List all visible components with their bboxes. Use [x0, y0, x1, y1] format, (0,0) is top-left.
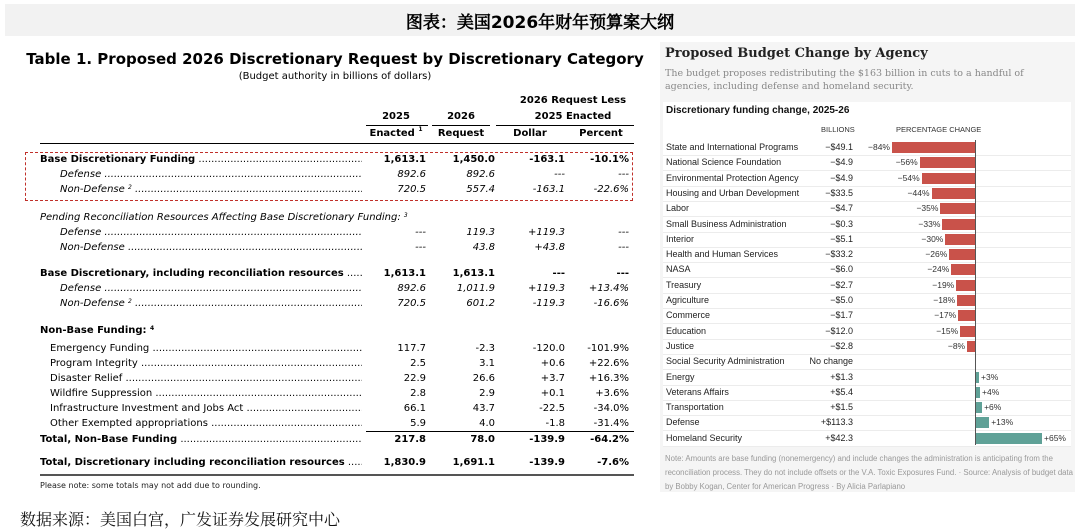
value-2026-request: 1,011.9 — [456, 283, 495, 294]
value-2026-request: 119.3 — [466, 227, 495, 238]
percent-label: −8% — [947, 340, 966, 351]
subtotal-rule — [366, 431, 634, 432]
chart-row — [663, 278, 1071, 294]
percent-label: +3% — [981, 371, 999, 382]
row-label-text: Non-Defense — [60, 242, 125, 253]
negative-bar — [958, 310, 975, 321]
row-label — [60, 182, 362, 197]
billions-value: −$33.2 — [825, 249, 853, 260]
data-source: 数据来源：美国白宫，广发证券发展研究中心 — [20, 510, 341, 529]
row-label-text: Other Exempted appropriations — [50, 418, 208, 429]
row-label — [40, 210, 460, 225]
percent-label: +4% — [982, 386, 1000, 397]
agency-name: State and International Programs — [666, 142, 799, 152]
value-2026-request: 26.6 — [472, 373, 495, 384]
table-row — [40, 371, 630, 386]
value-percent-change: -31.4% — [593, 418, 629, 429]
separator-dot: · — [958, 468, 964, 477]
agency-name: Energy — [666, 371, 695, 382]
chart-source: Source: Analysis of budget data by Bobby Kogan, Center for American Progress — [665, 468, 1074, 491]
agency-name: Treasury — [666, 279, 702, 290]
table-row — [40, 210, 630, 225]
negative-bar — [957, 295, 975, 306]
billions-value: −$4.9 — [830, 172, 853, 183]
agency-name: Labor — [666, 203, 690, 214]
value-dollar-change: +0.1 — [540, 388, 565, 399]
billions-value: +$1.5 — [830, 402, 853, 413]
negative-bar — [949, 249, 975, 260]
value-2026-request: 1,691.1 — [452, 457, 495, 468]
value-2025-enacted: 5.9 — [410, 418, 426, 429]
percent-label: −54% — [897, 172, 920, 183]
billions-value: +$42.3 — [825, 432, 853, 443]
agency-name: Social Security Administration — [666, 356, 785, 367]
value-percent-change: --- — [618, 242, 629, 253]
row-label-text: Total, Discretionary including reconciliation resources — [40, 457, 345, 468]
row-label — [50, 371, 362, 386]
agency-name: Health and Human Services — [666, 249, 779, 260]
header-rule-col2 — [432, 125, 490, 126]
value-dollar-change: +119.3 — [527, 227, 565, 238]
row-label — [40, 432, 362, 447]
negative-bar — [922, 173, 975, 184]
value-2026-request: 43.7 — [472, 403, 495, 414]
value-2025-enacted: 117.7 — [397, 343, 426, 354]
agency-name: Commerce — [666, 310, 711, 321]
chart-area — [663, 102, 1071, 447]
chart-subtitle: The budget proposes redistributing the $163 billion in cuts to a handful of agencies, including defense and homeland security. — [665, 68, 1024, 92]
agency-change-panel — [660, 42, 1075, 492]
percent-label: −15% — [936, 325, 959, 336]
chart-row — [663, 171, 1071, 187]
billions-value: −$2.8 — [830, 340, 853, 351]
value-2026-request: 4.0 — [479, 418, 495, 429]
value-percent-change: --- — [618, 169, 629, 180]
row-label-text: Emergency Funding — [50, 343, 150, 354]
separator-dot: · — [831, 482, 837, 491]
row-label-text: Defense — [60, 283, 102, 294]
table-row — [40, 167, 630, 182]
row-label-text: Base Discretionary, including reconciliation resources — [40, 268, 344, 279]
table-row — [40, 182, 630, 197]
value-dollar-change: -139.9 — [529, 434, 565, 445]
percent-label: +6% — [984, 402, 1002, 413]
chart-row — [663, 385, 1071, 401]
chart-note-text: Note: Amounts are base funding (nonemergency) and include changes the administration is anticipating from the reconciliation process. They do not include offsets or the V.A. Toxic Exposures Fund. — [665, 454, 1053, 477]
chart-row — [663, 354, 1071, 370]
value-2025-enacted: 1,613.1 — [383, 154, 426, 165]
positive-bar — [976, 387, 980, 398]
row-label-text: Non-Defense — [60, 184, 125, 195]
agency-name: Interior — [666, 233, 695, 244]
chart-inner-title: Discretionary funding change, 2025-26 — [666, 105, 850, 116]
billions-value: −$33.5 — [825, 187, 853, 198]
billions-value: −$5.1 — [830, 233, 853, 244]
value-2026-request: 2.9 — [479, 388, 495, 399]
zero-axis — [975, 140, 976, 445]
value-dollar-change: +3.7 — [540, 373, 565, 384]
positive-bar — [976, 372, 979, 383]
value-2025-enacted: 720.5 — [397, 298, 426, 309]
negative-bar — [951, 264, 975, 275]
negative-bar — [967, 341, 975, 352]
negative-bar — [920, 157, 975, 168]
value-2025-enacted: 892.6 — [397, 283, 426, 294]
negative-bar — [956, 280, 975, 291]
agency-name: Defense — [666, 417, 700, 428]
agency-name: Housing and Urban Development — [666, 187, 800, 198]
header-col4: Percent — [579, 128, 623, 139]
row-label — [50, 401, 362, 416]
agency-name: NASA — [666, 264, 691, 275]
negative-bar — [892, 142, 975, 153]
agency-name: Veterans Affairs — [666, 386, 729, 397]
value-percent-change: --- — [618, 227, 629, 238]
value-dollar-change: -139.9 — [529, 457, 565, 468]
chart-note — [665, 452, 1073, 494]
row-label-text: Infrastructure Investment and Jobs Act — [50, 403, 244, 414]
billions-value: +$1.3 — [830, 371, 853, 382]
value-dollar-change: -22.5 — [539, 403, 565, 414]
value-dollar-change: --- — [552, 268, 565, 279]
billions-value: −$5.0 — [830, 295, 853, 305]
value-2026-request: 892.6 — [466, 169, 495, 180]
chart-row — [663, 262, 1071, 278]
agency-name: Small Business Administration — [666, 218, 787, 229]
billions-value: No change — [809, 356, 853, 367]
row-label — [50, 341, 362, 356]
table-row — [40, 225, 630, 240]
billions-value: +$5.4 — [830, 386, 853, 397]
value-2025-enacted: 1,613.1 — [383, 268, 426, 279]
value-percent-change: +22.6% — [588, 358, 629, 369]
chart-byline: By Alicia Parlapiano — [836, 482, 906, 491]
row-label — [40, 152, 362, 167]
banner-title: 图表：美国2026年财年预算案大纲 — [405, 12, 675, 33]
agency-name: Education — [666, 325, 707, 336]
table-title: Table 1. Proposed 2026 Discretionary Request by Discretionary Category — [26, 50, 644, 68]
value-dollar-change: +0.6 — [540, 358, 565, 369]
row-label — [40, 266, 362, 281]
value-2025-enacted: 1,830.9 — [383, 457, 426, 468]
table-bottom-rule — [40, 474, 634, 476]
value-2026-request: 557.4 — [466, 184, 495, 195]
table-row — [40, 281, 630, 296]
value-dollar-change: -119.3 — [532, 298, 565, 309]
percent-label: −84% — [868, 142, 890, 152]
page-banner — [5, 4, 1075, 36]
table-row — [40, 323, 630, 338]
header-group-line2: 2025 Enacted — [534, 111, 612, 122]
row-label-text: Non-Defense — [60, 298, 125, 309]
value-2026-request: 1,450.0 — [452, 154, 495, 165]
value-dollar-change: -163.1 — [529, 154, 565, 165]
table-row — [40, 356, 630, 371]
footnote-marker: 4 — [150, 325, 155, 332]
percent-label: −35% — [916, 203, 939, 214]
table-row — [40, 401, 630, 416]
negative-bar — [945, 234, 975, 245]
header-col1-bottom: Enacted $^1$ — [369, 126, 423, 139]
row-label-text: Pending Reconciliation Resources Affecting Base Discretionary Funding: — [40, 212, 401, 223]
chart-row — [663, 247, 1071, 263]
value-percent-change: --- — [616, 268, 629, 279]
value-percent-change: -64.2% — [590, 434, 629, 445]
agency-name: National Science Foundation — [666, 157, 782, 168]
positive-bar — [976, 433, 1042, 444]
table-row — [40, 240, 630, 255]
value-2025-enacted: 2.8 — [410, 388, 426, 399]
billions-value: −$49.1 — [825, 142, 853, 152]
chart-row — [663, 140, 1071, 156]
chart-title: Proposed Budget Change by Agency — [665, 46, 928, 61]
footnote-marker: 2 — [127, 184, 132, 191]
table-row — [40, 416, 630, 431]
percent-label: −18% — [933, 295, 956, 305]
billions-value: −$4.7 — [830, 203, 853, 214]
value-percent-change: +16.3% — [588, 373, 629, 384]
chart-row — [663, 431, 1071, 447]
table-row — [40, 152, 630, 167]
percent-label: +13% — [991, 417, 1014, 428]
chart-row — [663, 308, 1071, 324]
row-label-text: Defense — [60, 169, 102, 180]
billions-value: −$0.3 — [830, 218, 853, 229]
value-2026-request: 43.8 — [472, 242, 495, 253]
table-row — [40, 266, 630, 281]
column-header-billions: BILLIONS — [821, 125, 855, 134]
value-2025-enacted: 217.8 — [394, 434, 426, 445]
chart-row — [663, 232, 1071, 248]
header-bottom-rule — [40, 143, 634, 144]
billions-value: −$6.0 — [830, 264, 853, 275]
column-header-percent: PERCENTAGE CHANGE — [896, 125, 982, 134]
value-2025-enacted: 22.9 — [403, 373, 426, 384]
billions-value: −$4.9 — [830, 157, 853, 168]
chart-row — [663, 186, 1071, 202]
percent-label: −26% — [925, 249, 948, 260]
value-2025-enacted: --- — [415, 227, 426, 238]
agency-name: Justice — [666, 340, 695, 351]
value-percent-change: -34.0% — [593, 403, 629, 414]
row-label — [40, 323, 460, 338]
value-2026-request: -2.3 — [475, 343, 495, 354]
row-label — [60, 296, 362, 311]
percent-label: −19% — [932, 279, 955, 290]
row-label — [50, 416, 362, 431]
value-2026-request: 3.1 — [479, 358, 495, 369]
value-percent-change: -22.6% — [593, 184, 629, 195]
header-rule-group — [496, 125, 634, 126]
chart-row — [663, 201, 1071, 217]
row-label-text: Total, Non-Base Funding — [40, 434, 178, 445]
value-percent-change: -16.6% — [593, 298, 629, 309]
negative-bar — [942, 219, 975, 230]
agency-name: Homeland Security — [666, 432, 743, 443]
footnote-marker: 2 — [127, 298, 132, 305]
row-label-text: Disaster Relief — [50, 373, 123, 384]
row-label — [60, 240, 362, 255]
value-2025-enacted: 892.6 — [397, 169, 426, 180]
value-2025-enacted: --- — [415, 242, 426, 253]
agency-name: Agriculture — [666, 295, 710, 305]
value-dollar-change: --- — [554, 169, 565, 180]
percent-label: −33% — [918, 218, 941, 229]
billions-value: −$12.0 — [825, 325, 853, 336]
footnote-marker: 3 — [403, 212, 408, 219]
chart-row — [663, 155, 1071, 171]
value-2026-request: 78.0 — [470, 434, 495, 445]
value-2026-request: 601.2 — [466, 298, 495, 309]
positive-bar — [976, 402, 982, 413]
agency-name: Environmental Protection Agency — [666, 172, 799, 183]
value-2025-enacted: 720.5 — [397, 184, 426, 195]
chart-row — [663, 324, 1071, 340]
header-col2-top: 2026 — [447, 111, 475, 122]
value-2025-enacted: 66.1 — [403, 403, 426, 414]
table-row — [40, 455, 630, 470]
negative-bar — [932, 188, 975, 199]
negative-bar — [940, 203, 975, 214]
billions-value: −$1.7 — [830, 310, 853, 321]
percent-label: −17% — [934, 310, 957, 321]
agency-name: Transportation — [666, 402, 724, 413]
chart-row — [663, 293, 1071, 309]
header-group-line1: 2026 Request Less — [519, 95, 627, 106]
row-label — [50, 386, 362, 401]
value-percent-change: +13.4% — [588, 283, 629, 294]
table-note: Please note: some totals may not add due to rounding. — [40, 481, 261, 490]
percent-label: −24% — [927, 264, 950, 275]
value-dollar-change: -120.0 — [532, 343, 565, 354]
value-percent-change: -10.1% — [590, 154, 629, 165]
row-label — [60, 281, 362, 296]
percent-label: +65% — [1044, 432, 1066, 443]
value-dollar-change: -163.1 — [532, 184, 565, 195]
billions-value: +$113.3 — [820, 417, 853, 428]
row-label-text: Program Integrity — [50, 358, 138, 369]
chart-row — [663, 217, 1071, 233]
chart-row — [663, 370, 1071, 386]
row-label — [60, 167, 362, 182]
header-col2-bottom: Request — [437, 128, 485, 139]
row-label-text: Defense — [60, 227, 102, 238]
negative-bar — [960, 326, 975, 337]
row-label-text: Wildfire Suppression — [50, 388, 153, 399]
positive-bar — [976, 417, 989, 428]
table-row — [40, 341, 630, 356]
header-col3: Dollar — [513, 128, 547, 139]
value-dollar-change: +43.8 — [534, 242, 565, 253]
table-subtitle: (Budget authority in billions of dollars) — [238, 71, 432, 82]
chart-row — [663, 400, 1071, 416]
percent-label: −44% — [907, 187, 930, 198]
table-row — [40, 432, 630, 447]
row-label — [50, 356, 362, 371]
percent-label: −56% — [895, 157, 918, 168]
chart-row — [663, 339, 1071, 355]
value-2026-request: 1,613.1 — [452, 268, 495, 279]
billions-value: −$2.7 — [830, 279, 853, 290]
value-dollar-change: -1.8 — [545, 418, 565, 429]
table-row — [40, 296, 630, 311]
value-dollar-change: +119.3 — [527, 283, 565, 294]
row-label — [40, 455, 362, 470]
table-row — [40, 386, 630, 401]
percent-label: −30% — [921, 233, 944, 244]
value-2025-enacted: 2.5 — [410, 358, 426, 369]
row-label — [60, 225, 362, 240]
value-percent-change: -101.9% — [587, 343, 629, 354]
header-col1-top: 2025 — [382, 111, 410, 122]
row-label-text: Base Discretionary Funding — [40, 154, 196, 165]
row-label-text: Non-Base Funding: — [40, 325, 147, 336]
chart-row — [663, 415, 1071, 431]
value-percent-change: -7.6% — [597, 457, 629, 468]
value-percent-change: +3.6% — [595, 388, 629, 399]
